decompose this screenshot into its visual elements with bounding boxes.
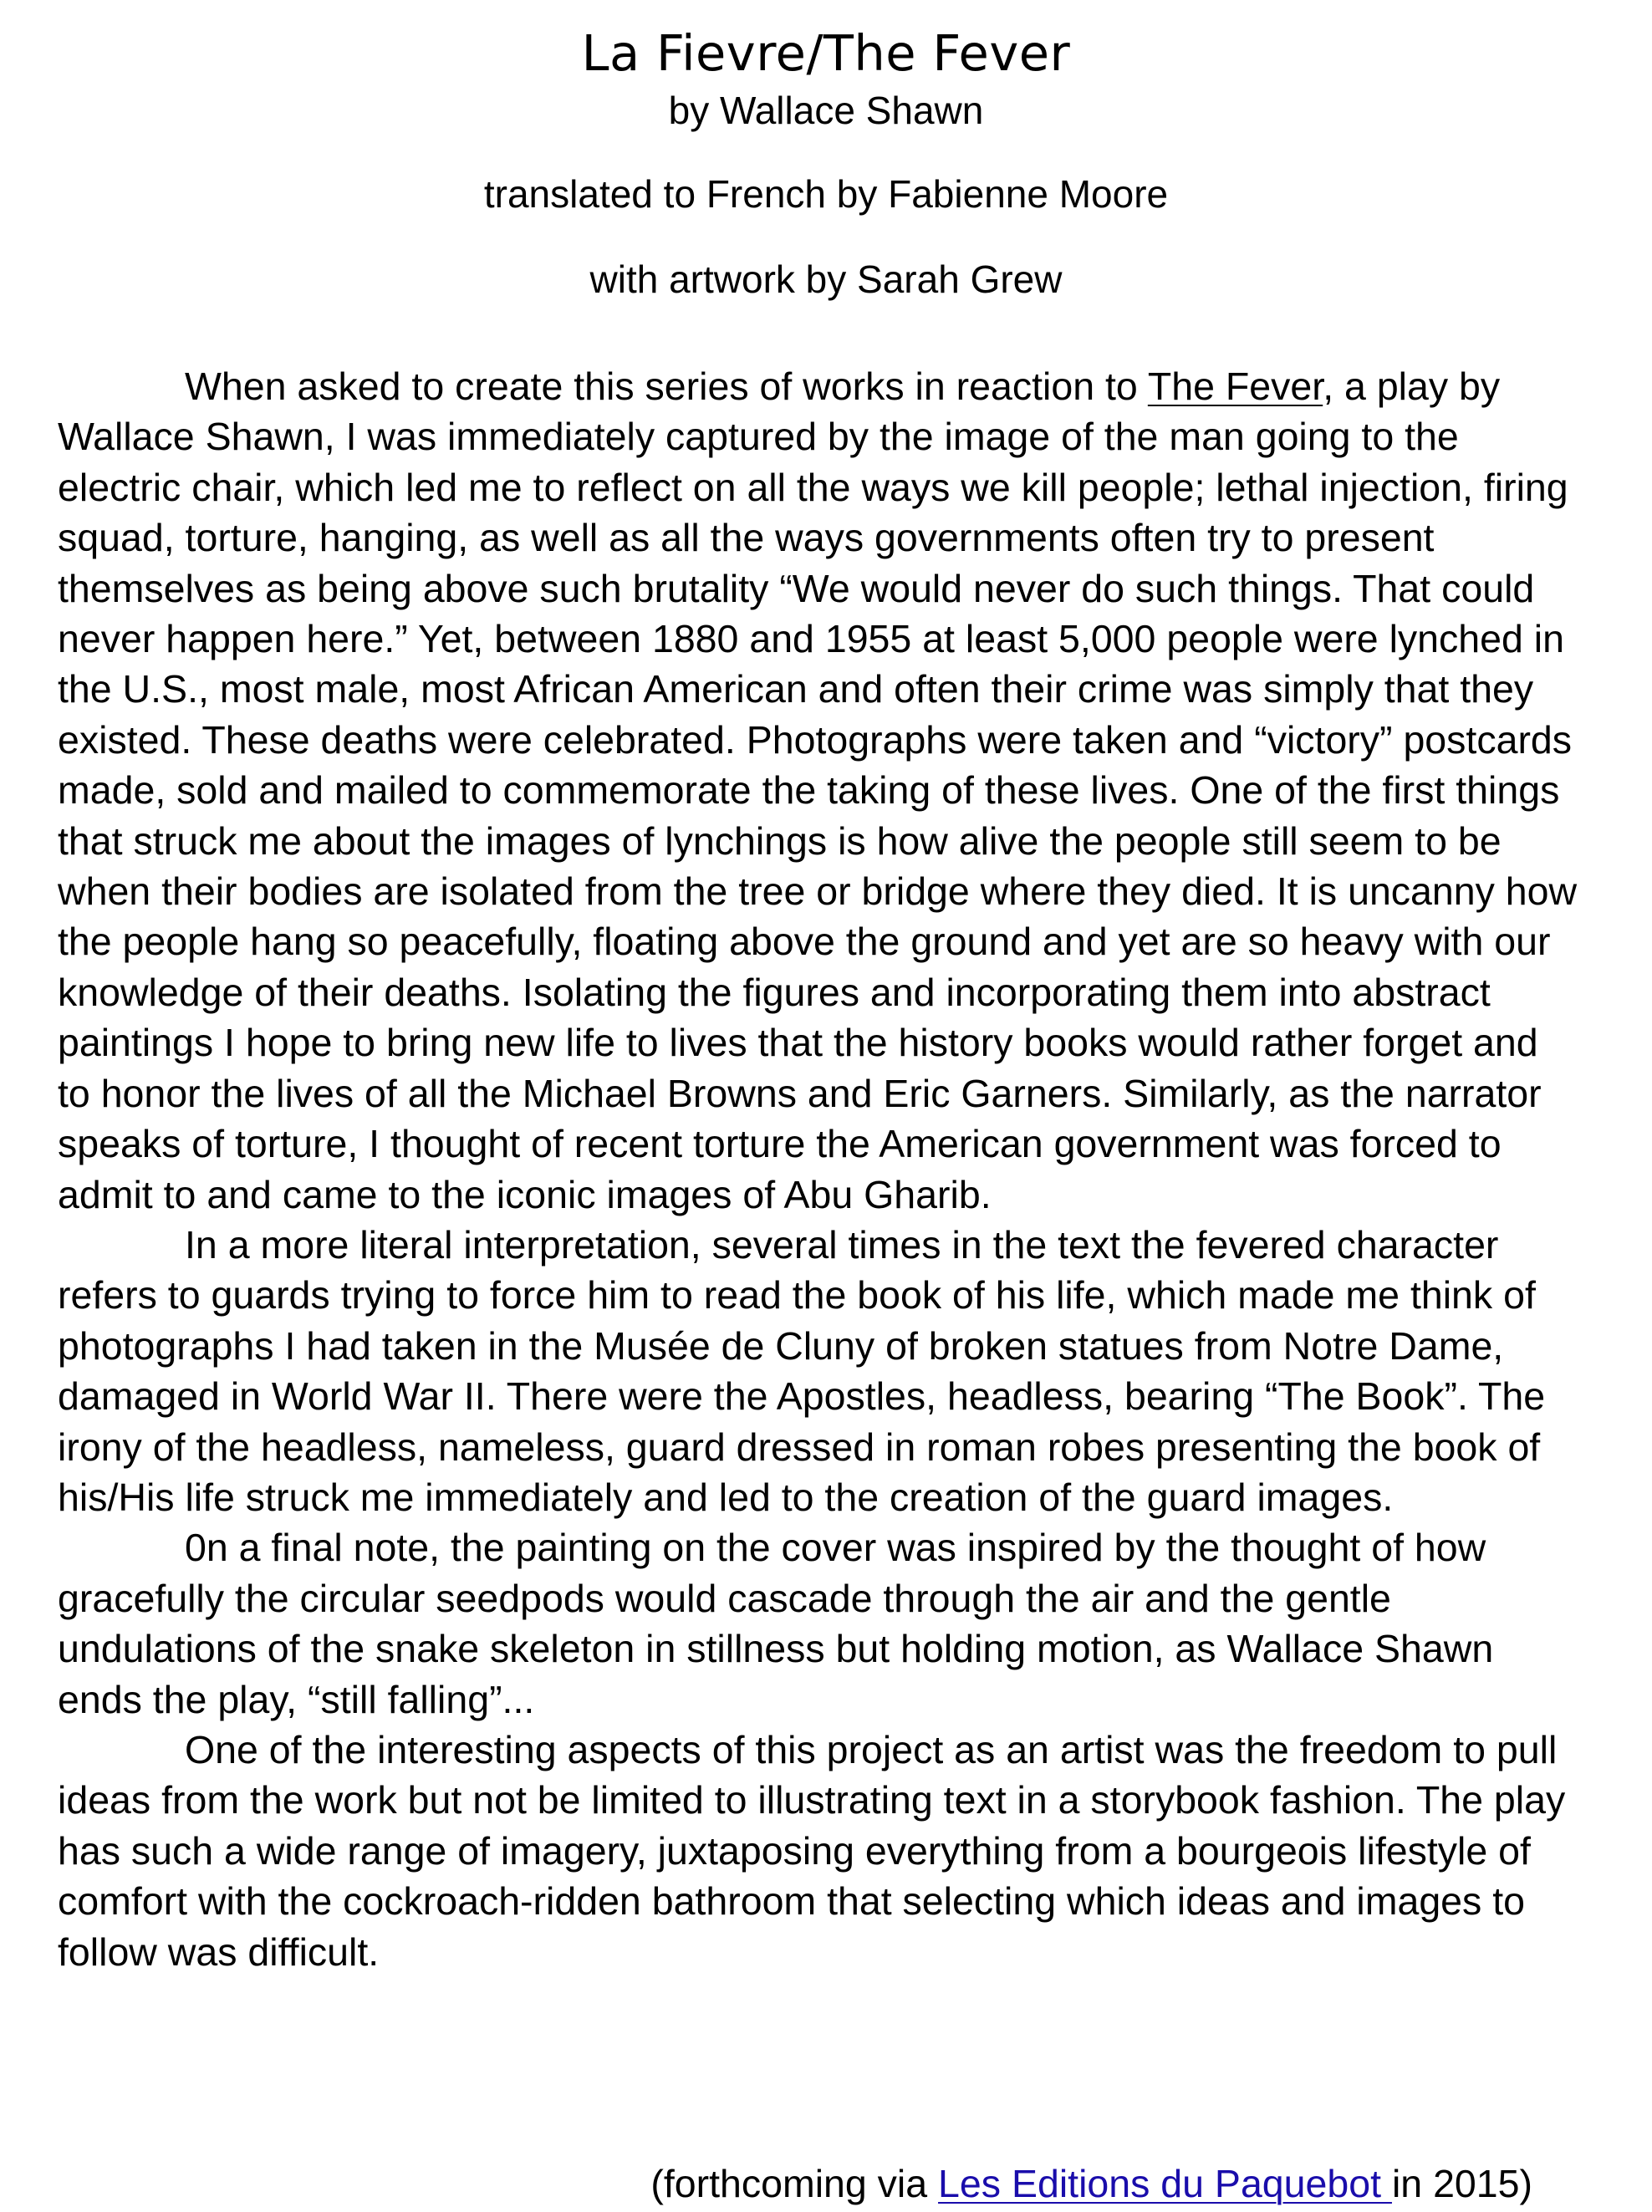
essay-body <box>58 361 1579 1977</box>
document-title: La Fievre/The Fever <box>581 24 1071 82</box>
play-title: The Fever <box>1147 364 1323 408</box>
translator-credit: translated to French by Fabienne Moore <box>483 172 1169 216</box>
author-byline: by Wallace Shawn <box>668 89 984 132</box>
paragraph-1 <box>58 361 1579 1220</box>
artwork-credit: with artwork by Sarah Grew <box>589 257 1063 301</box>
paragraph-1-intro: When asked to create this series of works in reaction to <box>185 364 1148 408</box>
paragraph-2: In a more literal interpretation, several times in the text the fevered character refers to guards trying to force him to read the book of his life, which made me think of photographs I had taken in the Musée de Cluny of broken statues from Notre Dame, damaged in World War II. There were the Apostles, headless, bearing “The Book”. The irony of the headless, nameless, guard dressed in roman robes presenting the book of his/His life struck me immediately and led to the creation of the guard images. <box>58 1222 1546 1519</box>
publisher-link[interactable]: Les Editions du Paquebot <box>938 2162 1392 2205</box>
publication-note-suffix: in 2015) <box>1391 2162 1532 2205</box>
publication-note <box>0 2158 1532 2209</box>
paragraph-4: One of the interesting aspects of this project as an artist was the freedom to pull ideas from the work but not be limited to illustrating text in a storybook fashion. The play has such a wide range of imagery, juxtaposing everything from a bourgeois lifestyle of comfort with the cockroach-ridden bathroom that selecting which ideas and images to follow was difficult. <box>58 1727 1566 1974</box>
paragraph-3: 0n a final note, the painting on the cover was inspired by the thought of how gracefully the circular seedpods would cascade through the air and the gentle undulations of the snake skeleton in stillness but holding motion, as Wallace Shawn ends the play, “still falling”... <box>58 1526 1494 1721</box>
publication-note-prefix: (forthcoming via <box>650 2162 939 2205</box>
paragraph-1-rest: , a play by Wallace Shawn, I was immediately captured by the image of the man going to the electric chair, which led me to reflect on all the ways we kill people; lethal injection, firing squad, torture, hanging, as well as all the ways governments often try to present themselves as being above such brutality “We would never do such things. That could never happen here.” Yet, between 1880 and 1955 at least 5,000 people were lynched in the U.S., most male, most African American and often their crime was simply that they existed. These deaths were celebrated. Photographs were taken and “victory” postcards made, sold and mailed to commemorate the taking of these lives. One of the first things that struck me about the images of lynchings is how alive the people still seem to be when their bodies are isolated from the tree or bridge where they died. It is uncanny how the people hang so peacefully, floating above the ground and yet are so heavy with our knowledge of their deaths. Isolating the figures and incorporating them into abstract paintings I hope to bring new life to lives that the history books would rather forget and to honor the lives of all the Michael Browns and Eric Garners. Similarly, as the narrator speaks of torture, I thought of recent torture the American government was forced to admit to and came to the iconic images of Abu Gharib. <box>58 364 1578 1216</box>
